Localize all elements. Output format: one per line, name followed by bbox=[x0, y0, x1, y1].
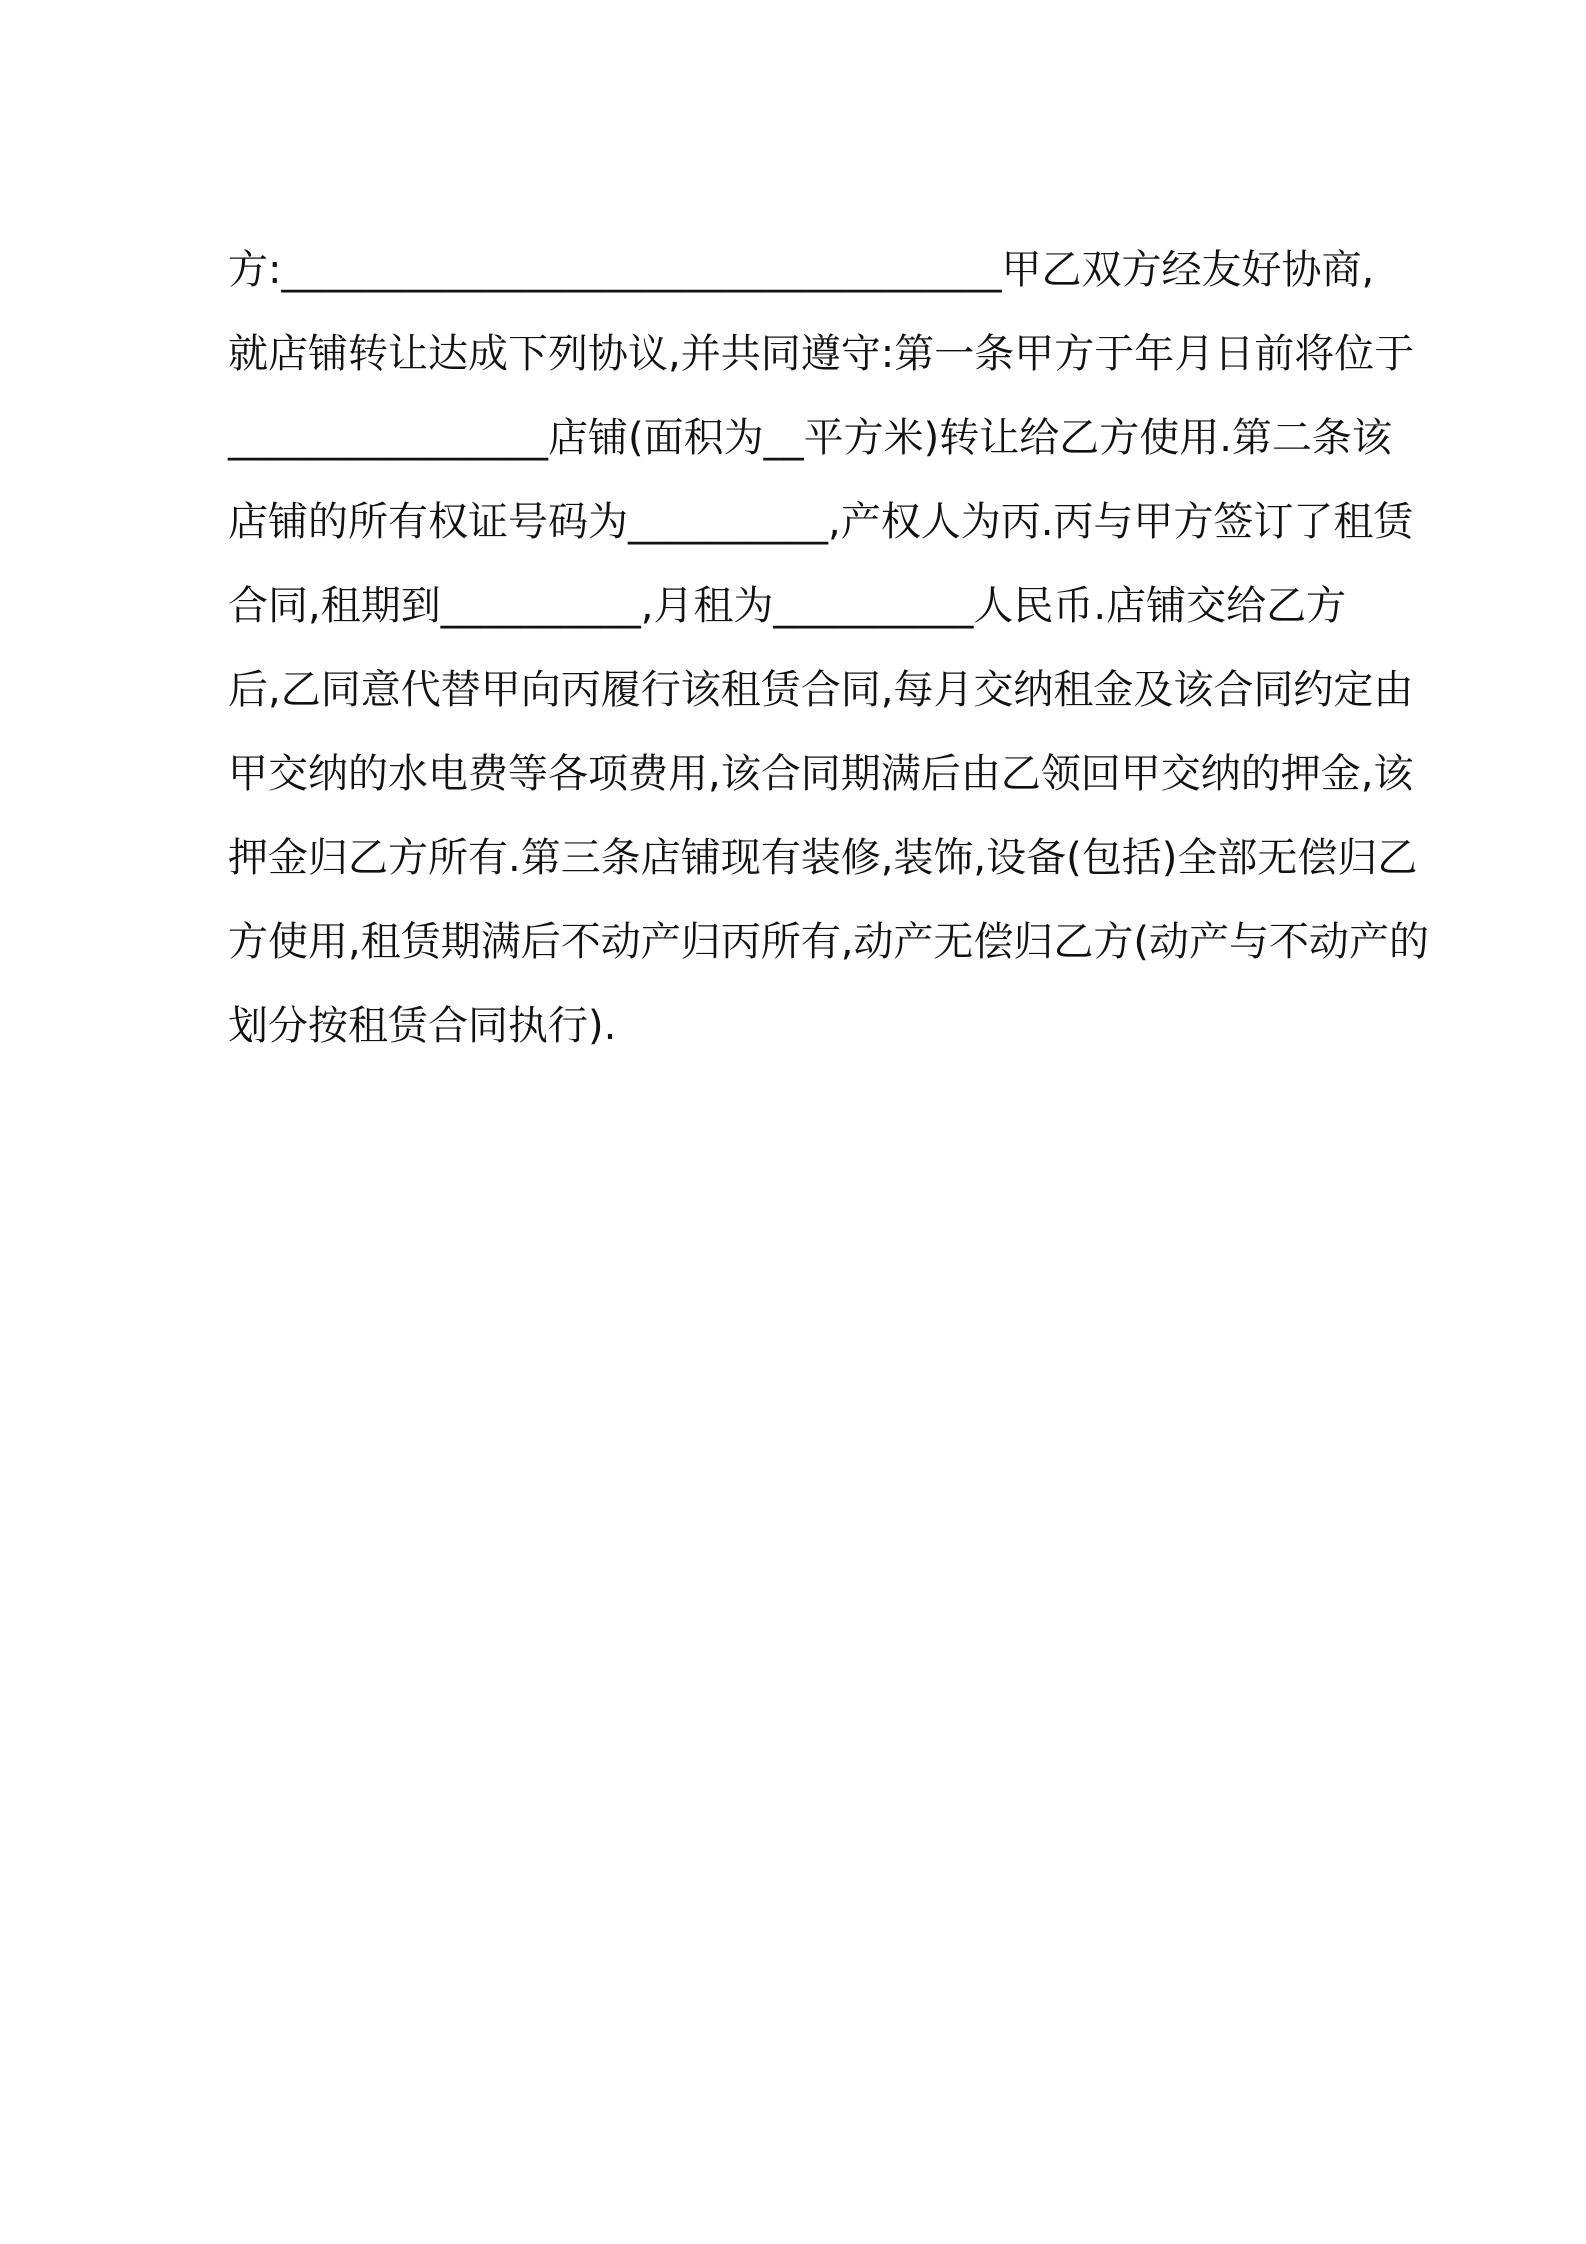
contract-body-text bbox=[228, 228, 1430, 1068]
text-line-1: 方:____________________________________甲乙双方经友好协商, bbox=[228, 247, 1375, 293]
text-line-8: 押金归乙方所有.第三条店铺现有装修,装饰,设备(包括)全部无偿归乙 bbox=[228, 835, 1418, 881]
text-line-9: 方使用,租赁期满后不动产归丙所有,动产无偿归乙方(动产与不动产的 bbox=[228, 919, 1430, 965]
text-line-10: 划分按租赁合同执行). bbox=[228, 1003, 617, 1049]
text-line-5: 合同,租期到__________,月租为__________人民币.店铺交给乙方 bbox=[228, 583, 1347, 629]
text-line-6: 后,乙同意代替甲向丙履行该租赁合同,每月交纳租金及该合同约定由 bbox=[228, 667, 1414, 713]
text-line-7: 甲交纳的水电费等各项费用,该合同期满后由乙领回甲交纳的押金,该 bbox=[228, 751, 1414, 797]
text-line-4: 店铺的所有权证号码为__________,产权人为丙.丙与甲方签订了租赁 bbox=[228, 499, 1414, 545]
text-line-3: ________________店铺(面积为__平方米)转让给乙方使用.第二条该 bbox=[228, 415, 1392, 461]
text-line-2: 就店铺转让达成下列协议,并共同遵守:第一条甲方于年月日前将位于 bbox=[228, 331, 1415, 377]
